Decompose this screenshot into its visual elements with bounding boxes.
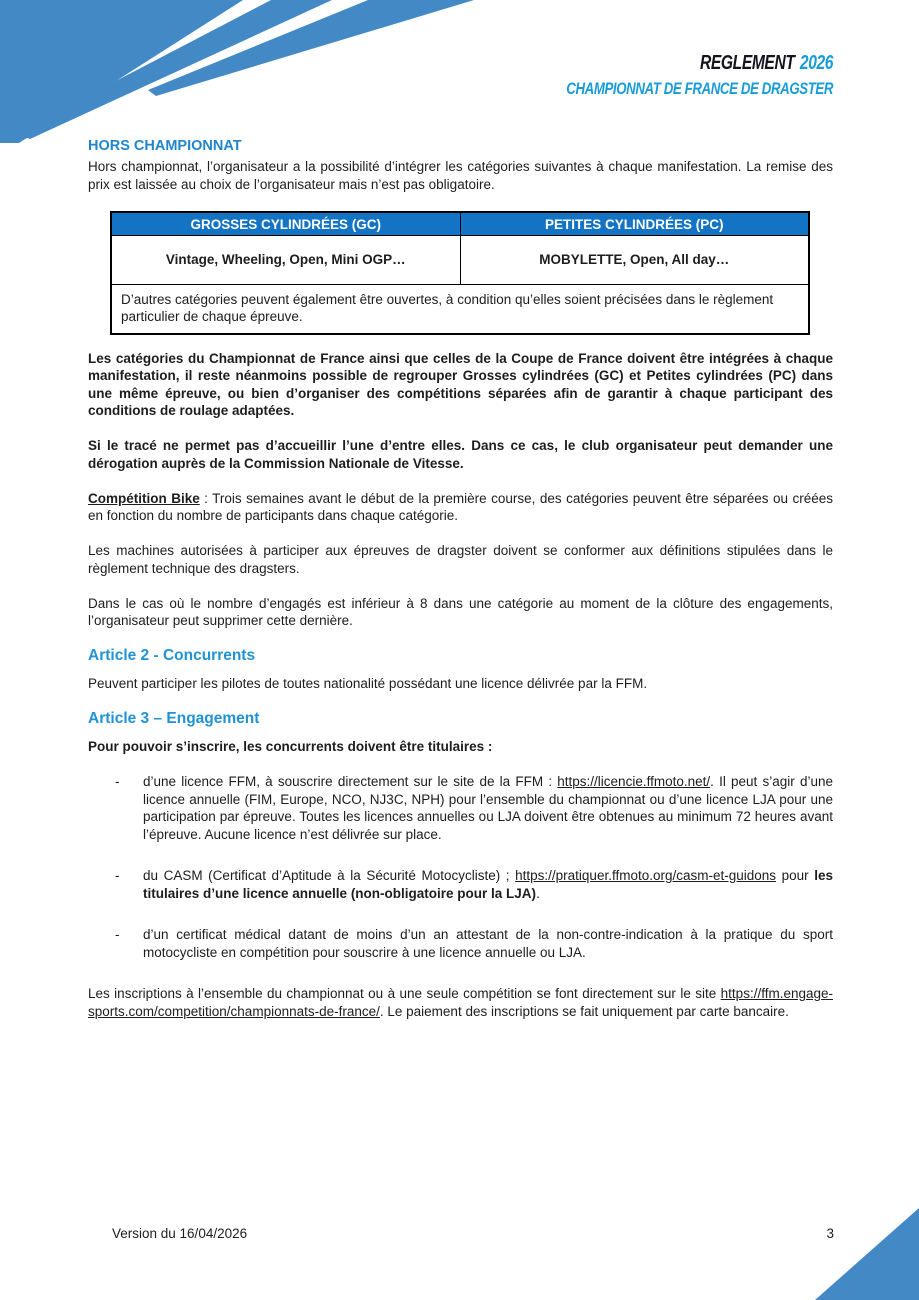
list-item-licence <box>88 773 833 843</box>
bottom-right-triangle-decoration <box>815 1208 919 1300</box>
list-item-certificat-medical <box>88 926 833 961</box>
bullet1-text-after-link: . Il peut s’agir d’une licence annuelle (FIM, Europe, NCO, NJ3C, NPH) pour l’ensemble du championnat ou d’une licence LJA pour une participation par épreuve. Toutes les licences annuelles ou LJA doivent être obtenues au minimum 72 heures avant l’épreuve. Aucune licence n’est délivrée sur place. <box>143 774 834 842</box>
engage-sports-link[interactable]: https://ffm.engage-sports.com/competition/championnats-de-france/ <box>88 986 833 1019</box>
article-2-title: Article 2 - Concurrents <box>88 647 256 664</box>
table-note-cell: D’autres catégories peuvent également être ouvertes, à condition qu’elles soient précisées dans le règlement particulier de chaque épreuve. <box>111 284 809 334</box>
table-row <box>111 235 809 284</box>
corner-triangle <box>815 1208 919 1300</box>
bullet3-text: d’un certificat médical datant de moins d’un an attestant de la non-contre-indication à la pratique du sport motocycliste en compétition pour souscrire à une licence annuelle ou LJA. <box>143 927 833 960</box>
bullet-dash: - <box>115 927 120 942</box>
paragraph-trace-rule: Si le tracé ne permet pas d’accueillir l’une d’entre elles. Dans ce cas, le club organisateur peut demander une dérogation auprès de la Commission Nationale de Vitesse. <box>88 438 833 471</box>
table-header-gc: GROSSES CYLINDRÉES (GC) <box>111 212 460 236</box>
licence-ffm-link[interactable]: https://licencie.ffmoto.net/ <box>557 774 711 789</box>
article-3-title: Article 3 – Engagement <box>88 710 260 727</box>
footer-page-number: 3 <box>826 1226 834 1241</box>
bullet2-text-before-link: du CASM (Certificat d’Aptitude à la Sécurité Motocycliste) ; <box>143 868 516 883</box>
bullet-dash: - <box>115 774 120 789</box>
paragraph-hors-intro: Hors championnat, l’organisateur a la possibilité d’intégrer les catégories suivantes à chaque manifestation. La remise des prix est laissée au choix de l’organisateur mais n’est pas obligatoire. <box>88 159 833 192</box>
paragraph-machines: Les machines autorisées à participer aux épreuves de dragster doivent se conformer aux définitions stipulées dans le règlement technique des dragsters. <box>88 543 833 576</box>
document-header <box>491 52 833 99</box>
header-year: 2026 <box>799 52 833 74</box>
table-header-row <box>111 212 809 236</box>
categories-table <box>110 211 810 335</box>
paragraph-cloture: Dans le cas où le nombre d’engagés est inférieur à 8 dans une catégorie au moment de la clôture des engagements, l’organisateur peut supprimer cette dernière. <box>88 595 833 628</box>
competition-bike-text: : Trois semaines avant le début de la première course, des catégories peuvent être séparées ou créées en fonction du nombre de participants dans chaque catégorie. <box>88 490 833 523</box>
table-header-pc: PETITES CYLINDRÉES (PC) <box>460 212 809 236</box>
inscriptions-text-after-link: . Le paiement des inscriptions se fait uniquement par carte bancaire. <box>379 1003 789 1019</box>
bullet1-text-before-link: d’une licence FFM, à souscrire directement sur le site de la FFM : <box>143 774 558 789</box>
header-title: REGLEMENT <box>699 52 795 74</box>
article-3-intro: Pour pouvoir s’inscrire, les concurrents doivent être titulaires : <box>88 739 493 754</box>
bullet-dash: - <box>115 868 120 883</box>
paragraph-inscriptions <box>88 985 833 1020</box>
inscriptions-text-before-link: Les inscriptions à l’ensemble du championnat ou à une seule compétition se font directement sur le site <box>88 986 721 1001</box>
top-left-swoosh-decoration <box>0 0 480 150</box>
article-2-text: Peuvent participer les pilotes de toutes nationalité possédant une licence délivrée par la FFM. <box>88 676 648 691</box>
header-title-line <box>566 52 833 75</box>
competition-bike-label: Compétition Bike <box>88 490 200 506</box>
table-note-row <box>111 284 809 334</box>
article-3-bullet-list <box>88 773 833 961</box>
bullet2-period: . <box>536 885 540 901</box>
bullet2-bold-text: les titulaires d’une licence annuelle (non-obligatoire pour la LJA) <box>143 868 833 901</box>
document-body <box>88 138 833 1038</box>
paragraph-competition-bike <box>88 490 833 525</box>
casm-guidons-link[interactable]: https://pratiquer.ffmoto.org/casm-et-guidons <box>515 868 777 883</box>
list-item-casm <box>88 867 833 902</box>
footer-version-date: Version du 16/04/2026 <box>112 1226 248 1241</box>
section-title-hors-championnat: HORS CHAMPIONNAT <box>88 138 242 154</box>
header-subtitle: CHAMPIONNAT DE FRANCE DE DRAGSTER <box>566 79 833 98</box>
paragraph-categories-rule: Les catégories du Championnat de France ainsi que celles de la Coupe de France doivent être intégrées à chaque manifestation, il reste néanmoins possible de regrouper Grosses cylindrées (GC) et Petites cylindrées (PC) dans une même épreuve, ou bien d’organiser des compétitions séparées afin de garantir à chaque participant des conditions de roulage adaptées. <box>88 350 833 418</box>
table-cell-pc-categories: MOBYLETTE, Open, All day… <box>460 235 809 284</box>
table-cell-gc-categories: Vintage, Wheeling, Open, Mini OGP… <box>111 235 460 284</box>
bullet2-text-mid: pour <box>776 868 815 883</box>
